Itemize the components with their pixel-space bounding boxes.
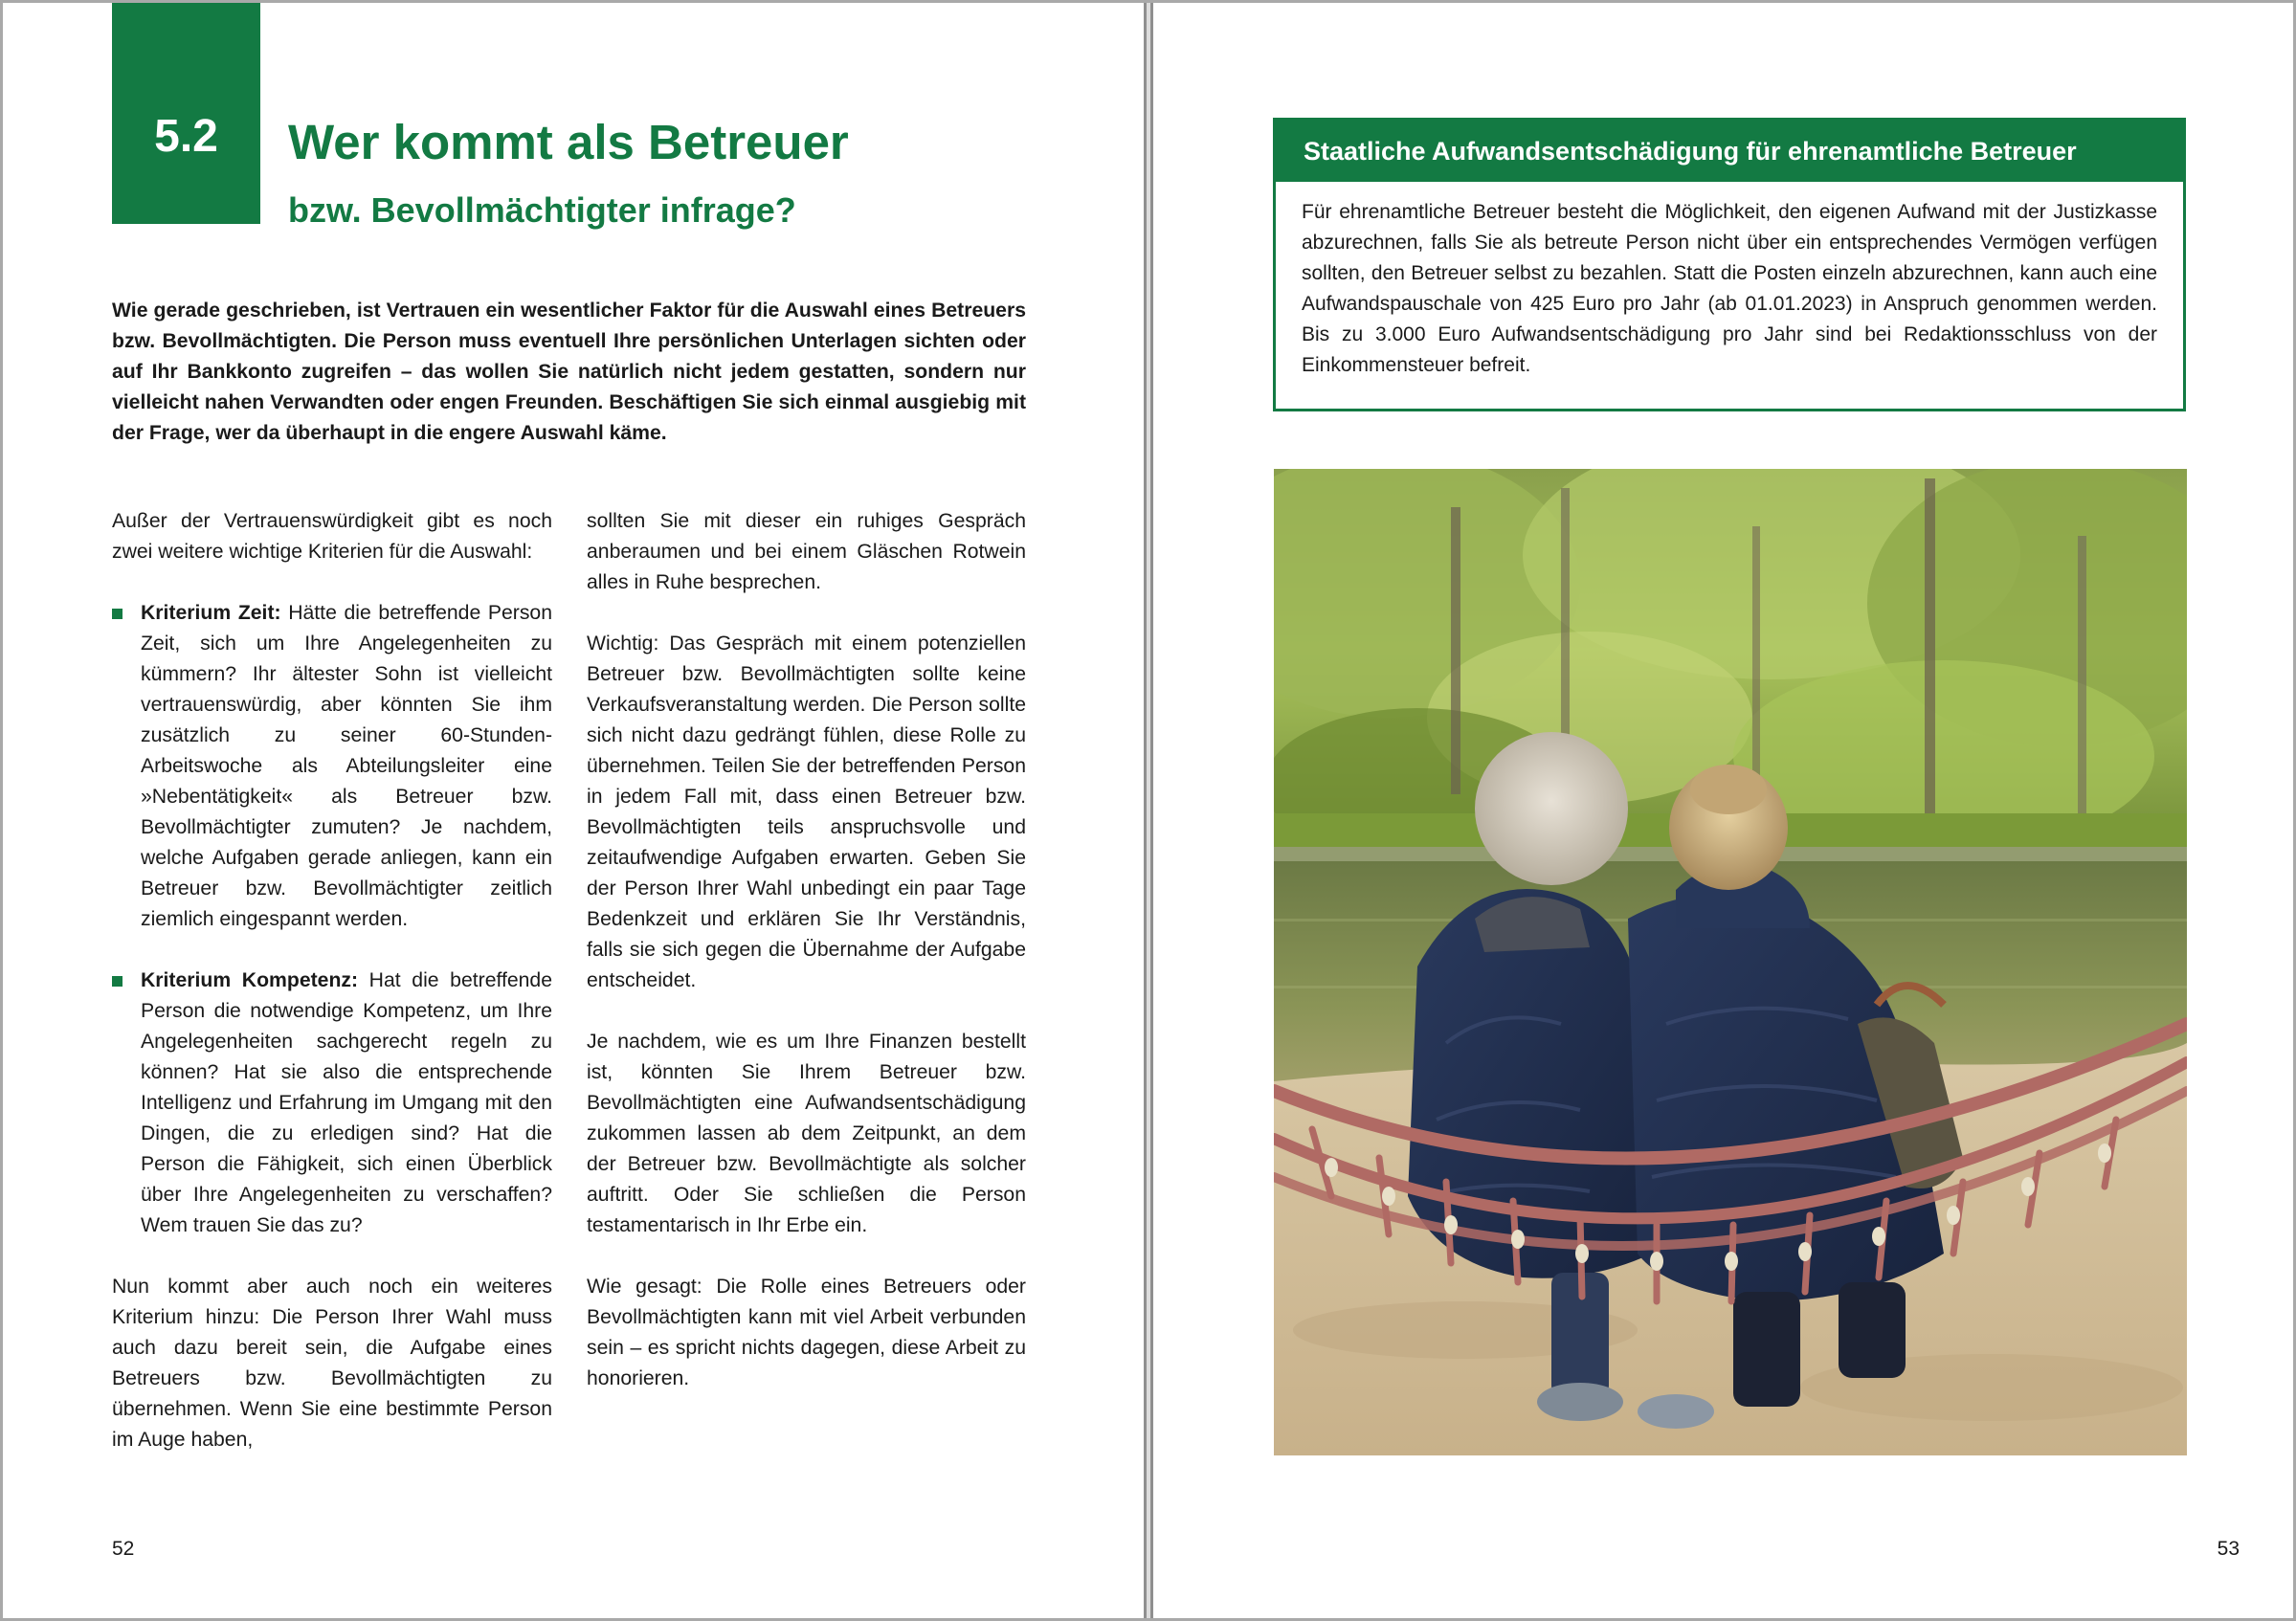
- info-box-text: Für ehrenamtliche Betreuer besteht die Möglichkeit, den eigenen Aufwand mit der Justizkasse abzurechnen, falls Sie als betreute Person nicht über ein entsprechendes Vermögen verfügen sollten, den Betreuer selbst zu bezahlen. Statt die Posten einzeln abzurechnen, kann auch eine Aufwandspauschale von 425 Euro pro Jahr (ab 01.01.2023) in Anspruch genommen werden. Bis zu 3.000 Euro Aufwandsentschädigung pro Jahr sind bei Redaktionsschluss von der Einkommensteuer befreit.: [1302, 201, 2157, 376]
- bullet-label: Kriterium Zeit:: [141, 602, 281, 624]
- bullet-text: Hat die betreffende Person die notwendige Kompetenz, um Ihre Angelegenheiten sachgerecht regeln zu können? Hat sie also die entsprechende Intelligenz und Erfahrung im Umgang mit den Dingen, die zu erledigen sind? Hat die Person die Fähigkeit, sich einen Überblick über Ihre Angelegenheiten zu verschaffen? Wem trauen Sie das zu?: [141, 969, 552, 1236]
- book-spine: [1144, 3, 1153, 1618]
- square-bullet-icon: [112, 609, 123, 619]
- outro-paragraph: Nun kommt aber auch noch ein weiteres Kriterium hinzu: Die Person Ihrer Wahl muss auch dazu bereit sein, die Aufgabe eines Betreuers bzw. Bevollmächtigten zu übernehmen. Wenn Sie eine bestimmte Person im Auge haben,: [112, 1276, 552, 1451]
- bullet-criterion-time: [112, 598, 552, 935]
- text-column-right: [587, 506, 1026, 1394]
- paragraph: sollten Sie mit dieser ein ruhiges Gespräch anberaumen und bei einem Gläschen Rotwein alles in Ruhe besprechen.: [587, 510, 1026, 593]
- lead-paragraph: Wie gerade geschrieben, ist Vertrauen ein wesentlicher Faktor für die Auswahl eines Betreuers bzw. Bevollmächtigten. Die Person muss eventuell Ihre persönlichen Unterlagen sichten oder auf Ihr Bankkonto zugreifen – das wollen Sie natürlich nicht jedem gestatten, sondern nur vielleicht nahen Verwandten oder engen Freunden. Beschäftigen Sie sich einmal ausgiebig mit der Frage, wer da überhaupt in die engere Auswahl käme.: [112, 300, 1026, 444]
- photo-two-women-hammock: [1274, 469, 2187, 1455]
- page-number: 53: [2217, 1538, 2240, 1560]
- chapter-number: 5.2: [154, 111, 218, 162]
- paragraph: Je nachdem, wie es um Ihre Finanzen bestellt ist, könnten Sie Ihrem Betreuer bzw. Bevollmächtigten eine Aufwandsentschädigung zukommen lassen ab dem Zeitpunkt, an dem der Betreuer bzw. Bevollmächtigte als solcher auftritt. Oder Sie schließen die Person testamentarisch in Ihr Erbe ein.: [587, 1031, 1026, 1236]
- page-number: 52: [112, 1538, 135, 1560]
- left-page: [3, 3, 1144, 1618]
- text-column-left: [112, 506, 552, 1455]
- chapter-number-box: [112, 3, 260, 224]
- bullet-text: Hätte die betreffende Person Zeit, sich um Ihre Angelegenheiten zu kümmern? Ihr ältester Sohn ist vielleicht vertrauenswürdig, aber könnten Sie ihm zusätzlich zu seiner 60-Stunden-Arbeitswoche als Abteilungsleiter eine »Nebentätigkeit« als Betreuer bzw. Bevollmächtigter zumuten? Je nachdem, welche Aufgaben gerade anliegen, kann ein Betreuer bzw. Bevollmächtigter zeitlich ziemlich eingespannt werden.: [141, 602, 552, 930]
- info-box: [1273, 118, 2186, 411]
- bullet-label: Kriterium Kompetenz:: [141, 969, 359, 991]
- paragraph: Wie gesagt: Die Rolle eines Betreuers oder Bevollmächtigten kann mit viel Arbeit verbunden sein – es spricht nichts dagegen, diese Arbeit zu honorieren.: [587, 1276, 1026, 1389]
- intro-paragraph: Außer der Vertrauenswürdigkeit gibt es noch zwei weitere wichtige Kriterien für die Auswahl:: [112, 510, 552, 563]
- chapter-title: Wer kommt als Betreuer: [288, 115, 849, 169]
- bullet-criterion-competence: [112, 966, 552, 1241]
- square-bullet-icon: [112, 976, 123, 987]
- right-page: [1153, 3, 2293, 1618]
- chapter-subtitle: bzw. Bevollmächtigter infrage?: [288, 190, 796, 230]
- paragraph: Wichtig: Das Gespräch mit einem potenziellen Betreuer bzw. Bevollmächtigten sollte keine Verkaufsveranstaltung werden. Die Person sollte sich nicht dazu gedrängt fühlen, diese Rolle zu übernehmen. Teilen Sie der betreffenden Person in jedem Fall mit, dass einen Betreuer bzw. Bevollmächtigten teils anspruchsvolle und zeitaufwendige Aufgaben erwarten. Geben Sie der Person Ihrer Wahl unbedingt ein paar Tage Bedenkzeit und erklären Sie Ihr Verständnis, falls sie sich gegen die Übernahme der Aufgabe entscheidet.: [587, 633, 1026, 991]
- info-box-title: Staatliche Aufwandsentschädigung für ehrenamtliche Betreuer: [1276, 121, 2183, 182]
